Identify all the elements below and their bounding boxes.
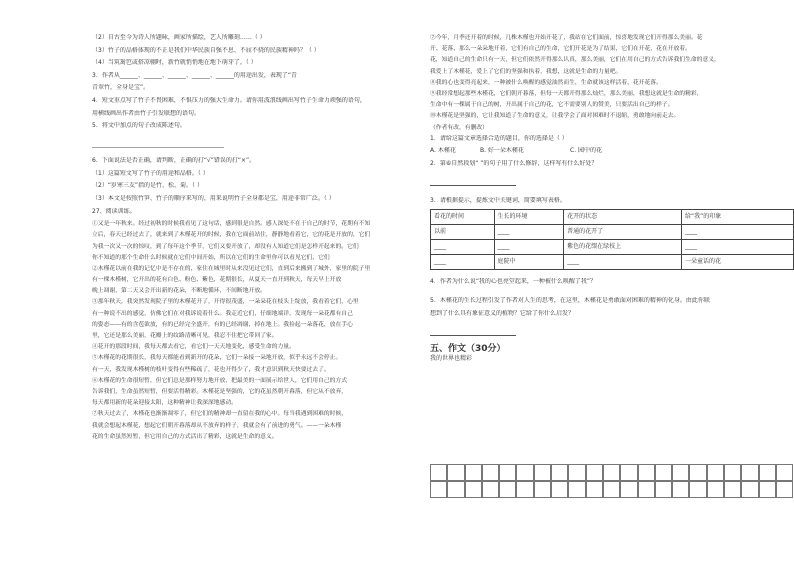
question-line: （2）“岁寒三友”指的是竹、松、菊。（ ）: [92, 182, 203, 190]
essay-cell[interactable]: [741, 481, 758, 498]
option-a[interactable]: A. 木槿花: [430, 147, 456, 155]
passage-line: ⑥木槿花的生命很短暂，但它们总是那样努力地开放，把最美的一面展示给世人，它们用自己的方式: [92, 377, 348, 384]
passage-line: 我爱上了木槿花，爱上了它们的坚强和执着，我想，这就是生命的力量吧。: [430, 68, 622, 75]
essay-cell[interactable]: [707, 481, 724, 498]
essay-cell[interactable]: [534, 464, 551, 481]
question-line: （2）自古至今为诗人所题咏，画家所描绘，艺人所雕刻……（ ）: [92, 34, 266, 41]
essay-cell[interactable]: [516, 481, 533, 498]
question-1: 1．请给这篇文章选择合适的题目，你的选择是（ ）: [430, 134, 568, 142]
passage-line: ⑤木槿花的花期很长，我每天都能看到新开的花朵，它们一朵接一朵地开放，似乎永远不会停止。: [92, 355, 342, 362]
table-header: 生长的环境: [494, 210, 564, 225]
passage-line: （作者有改，有删改）: [430, 124, 488, 131]
essay-cell[interactable]: [534, 481, 551, 498]
question-2: 2．第⑥自然段划“ ”的句子用了什么修辞，这样写有什么好处？: [430, 159, 598, 167]
essay-cell[interactable]: [672, 481, 689, 498]
option-b[interactable]: B. 好一朵木槿花: [480, 147, 524, 155]
question-line: ____________________________________________: [92, 141, 224, 149]
question-5-line-1: 5．木槿花的生长过程引发了作者对人生的思考，在这里，木槿花是勇敢面对困难的精神的化身。由此你联: [430, 297, 710, 305]
essay-cell[interactable]: [638, 464, 655, 481]
essay-cell[interactable]: [482, 464, 499, 481]
question-line: （3）本文是按照竹笋、竹子的顺序来写的，用来说明竹子全身都是宝，用途非常广泛。（ ）: [92, 194, 335, 202]
essay-cell[interactable]: [776, 481, 793, 498]
passage-line: 告诉我们，生命虽然短暂，但要活得精彩。木槿花是坚强的，它的花虽然朝开暮落，但它从不放弃，: [92, 388, 348, 395]
question-5-line-2: 想到了什么具有象征意义的植物？它给了你什么启发？: [430, 310, 575, 318]
question-line: 4．短文重点写了竹子不畏困难，不惧压力的强大生命力。请你用波浪线画出写竹子生命力顽强的语句，: [92, 96, 366, 104]
passage-line: 有一天，我发现木槿树的枝叶变得有些稀疏了，花也开得少了，我才意识到秋天快要过去了。: [92, 366, 330, 373]
essay-cell[interactable]: [482, 481, 499, 498]
essay-cell[interactable]: [620, 481, 637, 498]
passage-line: ②木槿花以前在我的记忆中是不存在的，家住在城里时从来没见过它们，直到后来搬到了城外，家里的院子里: [92, 265, 371, 272]
passage-line: 每天都用新的花朵迎接太阳，这种精神让我深深地感动。: [92, 400, 237, 407]
table-cell: 以前: [431, 225, 495, 240]
table-cell: 一朵童话的花: [682, 255, 794, 270]
table-cell[interactable]: ____: [682, 240, 794, 255]
essay-cell[interactable]: [672, 464, 689, 481]
table-cell: 普通的花开了: [564, 225, 682, 240]
question-line: 5．将文中加点的句子改成陈述句。: [92, 122, 186, 130]
table-cell[interactable]: ____: [494, 240, 564, 255]
passage-line: 有一种说不出的感觉，仿佛它们在对我诉说着什么。我走近它们，仔细地端详，发现每一朵花都有自己: [92, 310, 353, 317]
table-cell[interactable]: ____: [682, 225, 794, 240]
essay-cell[interactable]: [689, 464, 706, 481]
essay-cell[interactable]: [586, 481, 603, 498]
question-line: 用横线画出作者由竹子引发联想的语句。: [92, 109, 201, 117]
right-column: [430, 34, 794, 368]
passage-line: ①又是一年秋来。经过初秋的时候我看见了这句话，感到很是自然。感人深处不在于自己的时节，花期有不知: [92, 221, 371, 228]
essay-cell[interactable]: [430, 464, 447, 481]
table-row: [431, 255, 794, 270]
passage-line: 有一棵木槿树，它开出的花有白色、粉色、紫色，花期很长，从夏天一直开到秋天，每天早上开放: [92, 277, 342, 284]
question-3: 3．请根据提示，提炼文中关键词，简要填写表格。: [430, 196, 566, 204]
passage-line: 晚上凋谢，第二天又会开出新的花朵，不断地循环，不间断地开放。: [92, 288, 266, 295]
essay-cell[interactable]: [465, 481, 482, 498]
question-line: （3）竹子的品格体现的不正是我们中华民族自强不息、不屈不挠的民族精神吗？（ ）: [92, 46, 320, 54]
table-header-row: [431, 210, 794, 225]
passage-line: ④花开的那段时间，我每天都去看它，看它们一天天地变化，感受生命的力量。: [92, 344, 295, 351]
left-column: [92, 34, 410, 444]
passage-line: 的姿态——有的含苞欲放，有的已经完全盛开，有的已经凋谢，掉在地上。我捡起一朵落花，放在手心: [92, 321, 353, 328]
section-title-essay: 五、作文（30分）: [430, 344, 506, 355]
table-cell[interactable]: ____: [494, 225, 564, 240]
passage-line: 花的生命虽然短暂，但它用自己的方式活出了精彩，这就是生命的意义。: [92, 433, 278, 440]
passage-line: ⑧我的心也变得亮起来，一种被什么唤醒的感觉油然而生，生命就该这样活着，花开花落。: [430, 79, 662, 86]
essay-cell[interactable]: [724, 464, 741, 481]
reading-passage: [430, 34, 794, 132]
table-row: [431, 225, 794, 240]
passage-line: 开、花落、那么一朵朵地开着，它们有自己的生命，它们开花是为了结果，它们在开花，花在开放着。: [430, 46, 691, 53]
passage-line: 花，知道自己的生命只有一天，但它们依然开得那么认真，那么美丽，它们在用自己的方式告诉我们生命的意义，: [430, 57, 720, 64]
question-line: 27、阅读训练。: [92, 207, 136, 215]
essay-cell[interactable]: [707, 464, 724, 481]
passage-line: ⑦秋天过去了，木槿花也渐渐凋零了，但它们的精神却一直留在我的心中。每当我遇到困难的时候，: [92, 411, 348, 418]
passage-line: 生命中有一棵属于自己的树，开出属于自己的花，它不需要别人的赞美，只要活出自己的样子。: [430, 102, 674, 109]
passage-line: 立后，春天已经过去了，就来到了木槿花开的时候，我在它面前站住，静静地看着它，它的花是开放的，它们: [92, 232, 371, 239]
essay-cell[interactable]: [551, 464, 568, 481]
table-cell: 庭院中: [494, 255, 564, 270]
essay-prompt: 我的世界也精彩: [430, 355, 473, 363]
question-line: 青翠竹，全身是宝”。: [92, 84, 150, 92]
answer-line[interactable]: [430, 329, 794, 339]
table-cell: 紫色的花缀在绿枝上: [564, 240, 682, 255]
passage-line: ⑨我经常想起那些木槿花，它们朝开暮落，但每一天都开得那么灿烂，那么美丽，我想这就是生命的精彩，: [430, 90, 703, 97]
essay-cell[interactable]: [516, 464, 533, 481]
essay-cell[interactable]: [568, 464, 585, 481]
essay-cell[interactable]: [499, 481, 516, 498]
passage-line: ③那年秋天，我突然发现院子里的木槿花开了，开得很茂盛，一朵朵花在枝头上绽放，我看着它们，心里: [92, 299, 359, 306]
essay-cell[interactable]: [620, 464, 637, 481]
essay-cell[interactable]: [776, 464, 793, 481]
passage-line: 里，它还是那么美丽，花瓣上的纹路清晰可见，我忍不住把它带回了家。: [92, 333, 278, 339]
essay-grid[interactable]: [430, 464, 793, 498]
essay-cell[interactable]: [689, 481, 706, 498]
table-cell[interactable]: ____: [564, 255, 682, 270]
essay-cell[interactable]: [655, 464, 672, 481]
passage-line: 为我一次又一次的惊叹，到了每年这个季节，它们又要开放了，却没有人知道它们是怎样开起来的。它们: [92, 243, 359, 250]
table-header: 看花的时间: [431, 210, 495, 225]
essay-cell[interactable]: [447, 464, 464, 481]
question-line: 6．下面说法是否正确，请判断，正确的打“√”错误的打“×”。: [92, 157, 256, 165]
essay-cell[interactable]: [465, 464, 482, 481]
essay-cell[interactable]: [430, 481, 447, 498]
essay-cell[interactable]: [551, 481, 568, 498]
fill-table: [430, 209, 794, 270]
question-line: （1）这篇短文写了竹子的用途和品格。（ ）: [92, 169, 209, 177]
essay-cell[interactable]: [603, 481, 620, 498]
question-line: （4）当筑篱笆或搭凉棚时，新竹就悄悄地在地下萌芽了。（ ）: [92, 59, 257, 67]
question-1-options: [430, 147, 794, 155]
option-c[interactable]: C. 园中的花: [570, 147, 603, 155]
table-cell[interactable]: ____: [431, 255, 495, 270]
essay-cell[interactable]: [655, 481, 672, 498]
essay-cell[interactable]: [447, 481, 464, 498]
essay-cell[interactable]: [568, 481, 585, 498]
table-header: 给“我”的印象: [682, 210, 794, 225]
essay-cell[interactable]: [603, 464, 620, 481]
essay-cell[interactable]: [724, 481, 741, 498]
passage-line: 我就会想起木槿花，想起它们朝开暮落却从不放弃的样子，我就会有了前进的勇气。——一朵木槿: [92, 422, 342, 429]
passage-line: 你不知道的那个生命什么时候就在它们中间开始，所以在它们的生命里你可以看见它们，它们: [92, 254, 330, 261]
essay-cell[interactable]: [759, 464, 776, 481]
table-cell[interactable]: ____: [431, 240, 495, 255]
table-header: 花开的状态: [564, 210, 682, 225]
question-line: 3．作者从______、______、______、______、______的用途出发，表现了“青: [92, 71, 297, 79]
passage-line: ⑩木槿花是坚强的，它让我知道了生命的意义，让我学会了面对困难时不退缩，勇敢地向前走去。: [430, 113, 680, 120]
essay-cell[interactable]: [499, 464, 516, 481]
question-4: 4．作者为什么说“我的心也亮堂起来，一种被什么唤醒了我”？: [430, 278, 597, 286]
passage-line: ⑦今年，月季还开着的时候，几株木槿也开始开花了，我站在它们面前，惊喜地发现它们开得那么美丽。花: [430, 35, 703, 41]
table-row: [431, 240, 794, 255]
essay-cell[interactable]: [759, 481, 776, 498]
essay-cell[interactable]: [741, 464, 758, 481]
essay-cell[interactable]: [586, 464, 603, 481]
essay-cell[interactable]: [638, 481, 655, 498]
answer-line[interactable]: [430, 179, 794, 189]
